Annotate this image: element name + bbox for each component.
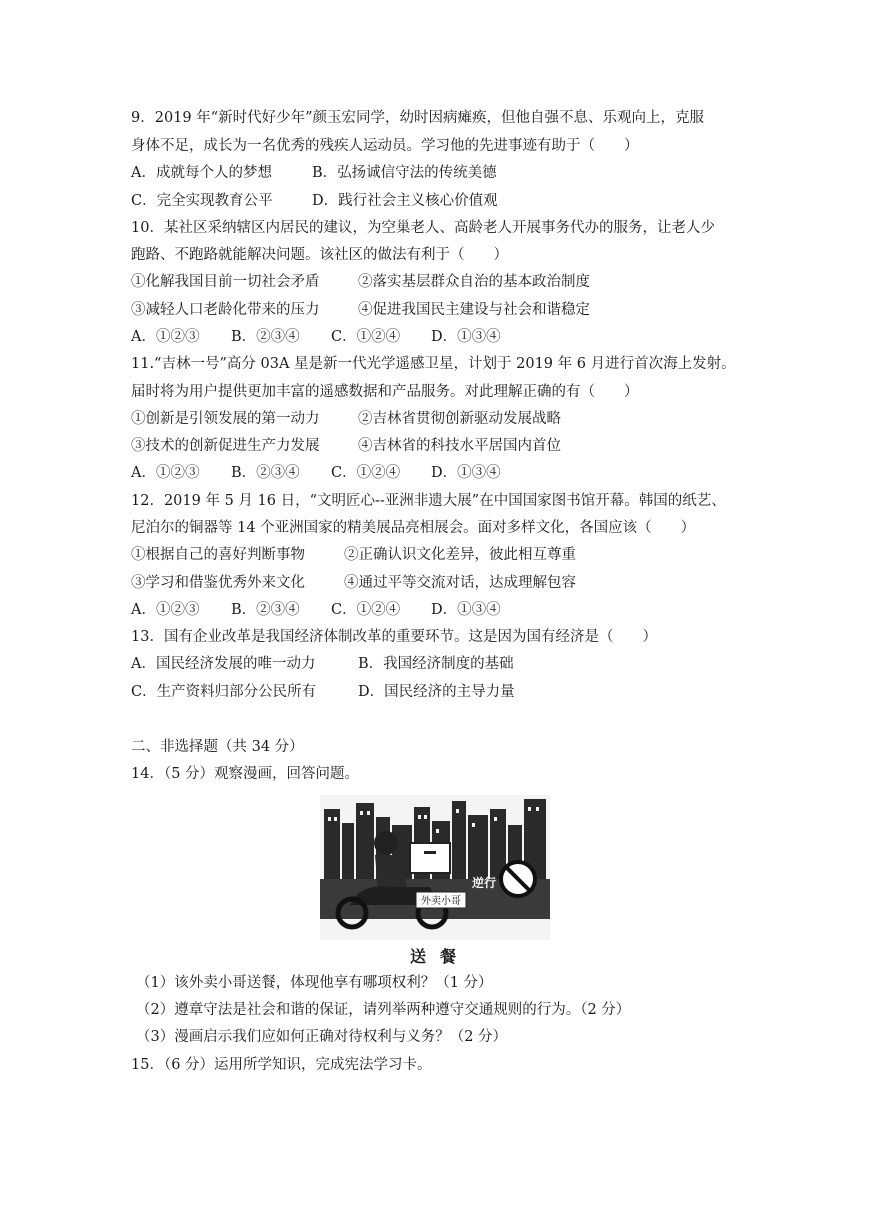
- q12-statement-3: ③学习和借鉴优秀外来文化: [131, 575, 305, 591]
- q13-option-c: C．生产资料归部分公民所有: [131, 684, 317, 700]
- q9-option-a: A．成就每个人的梦想: [131, 165, 272, 181]
- q10-statement-1: ①化解我国目前一切社会矛盾: [131, 274, 320, 290]
- q10-statement-2: ②落实基层群众自治的基本政治制度: [358, 274, 590, 290]
- q9-stem-line1: 9．2019 年“新时代好少年”颜玉宏同学，幼时因病瘫痪，但他自强不息、乐观向上，克服: [131, 110, 705, 126]
- q13-stem: 13．国有企业改革是我国经济体制改革的重要环节。这是因为国有经济是（ ）: [131, 629, 657, 645]
- q10-stem-line2: 跑路、不跑路就能解决问题。该社区的做法有利于（ ）: [131, 247, 508, 263]
- section-heading: 二、非选择题（共 34 分）: [131, 739, 304, 755]
- q10-statement-3: ③减轻人口老龄化带来的压力: [131, 302, 320, 318]
- q10-option-b: B．②③④: [231, 329, 300, 345]
- cartoon-illustration: [320, 795, 550, 940]
- q13-option-b: B．我国经济制度的基础: [358, 656, 514, 672]
- q13-option-a: A．国民经济发展的唯一动力: [131, 656, 316, 672]
- q10-statement-4: ④促进我国民主建设与社会和谐稳定: [358, 302, 590, 318]
- q11-stem-line2: 届时将为用户提供更加丰富的遥感数据和产品服务。对此理解正确的有（ ）: [131, 384, 639, 400]
- q11-stem-line1: 11.“吉林一号”高分 03A 星是新一代光学遥感卫星，计划于 2019 年 6 月进行首次海上发射。: [131, 356, 736, 372]
- q11-option-a: A．①②③: [131, 465, 200, 481]
- q10-option-a: A．①②③: [131, 329, 200, 345]
- q9-option-d: D．践行社会主义核心价值观: [312, 193, 498, 209]
- q12-stem-line2: 尼泊尔的铜器等 14 个亚洲国家的精美展品亮相展会。面对多样文化，各国应该（ ）: [131, 520, 696, 536]
- q12-stem-line1: 12．2019 年 5 月 16 日，“文明匠心--亚洲非遗大展”在中国国家图书馆开幕。韩国的纸艺、: [131, 493, 726, 509]
- q14-part-1: （1）该外卖小哥送餐，体现他享有哪项权利？（1 分）: [136, 975, 493, 991]
- delivery-cartoon-image: [320, 795, 550, 940]
- q10-options: [131, 327, 501, 347]
- cartoon-caption: 送餐: [409, 947, 470, 966]
- q11-options: [131, 463, 501, 483]
- q11-statement-2: ②吉林省贯彻创新驱动发展战略: [358, 411, 561, 427]
- q11-option-d: D．①③④: [431, 465, 501, 481]
- q12-options: [131, 600, 501, 620]
- q10-option-d: D．①③④: [431, 329, 501, 345]
- q11-option-c: C．①②④: [331, 465, 401, 481]
- q11-statement-3: ③技术的创新促进生产力发展: [131, 438, 320, 454]
- q9-option-b: B．弘扬诚信守法的传统美德: [312, 165, 497, 181]
- q11-option-b: B．②③④: [231, 465, 300, 481]
- q14-stem: 14．（5 分）观察漫画，回答问题。: [131, 766, 360, 782]
- rider-head: [374, 831, 398, 855]
- q12-option-b: B．②③④: [231, 602, 300, 618]
- q15-stem: 15．（6 分）运用所学知识，完成宪法学习卡。: [131, 1057, 432, 1073]
- q13-option-d: D．国民经济的主导力量: [358, 684, 515, 700]
- q14-part-3: （3）漫画启示我们应如何正确对待权利与义务？（2 分）: [136, 1029, 508, 1045]
- q11-statement-1: ①创新是引领发展的第一动力: [131, 411, 320, 427]
- q9-option-c: C．完全实现教育公平: [131, 193, 273, 209]
- q12-statement-1: ①根据自己的喜好判断事物: [131, 547, 305, 563]
- q12-option-d: D．①③④: [431, 602, 501, 618]
- q12-statement-2: ②正确认识文化差异，彼此相互尊重: [344, 547, 576, 563]
- q12-option-c: C．①②④: [331, 602, 401, 618]
- q12-option-a: A．①②③: [131, 602, 200, 618]
- cartoon-box-label: 外卖小哥: [421, 896, 461, 907]
- q11-statement-4: ④吉林省的科技水平居国内首位: [358, 438, 561, 454]
- q10-option-c: C．①②④: [331, 329, 401, 345]
- q12-statement-4: ④通过平等交流对话，达成理解包容: [344, 575, 576, 591]
- q10-stem-line1: 10．某社区采纳辖区内居民的建议，为空巢老人、高龄老人开展事务代办的服务，让老人少: [131, 220, 715, 236]
- q9-stem-line2: 身体不足，成长为一名优秀的残疾人运动员。学习他的先进事迹有助于（ ）: [131, 138, 639, 154]
- delivery-box: [410, 843, 450, 873]
- q14-part-2: （2）遵章守法是社会和谐的保证，请列举两种遵守交通规则的行为。（2 分）: [136, 1002, 631, 1018]
- cartoon-sign-label: 逆行: [472, 876, 497, 890]
